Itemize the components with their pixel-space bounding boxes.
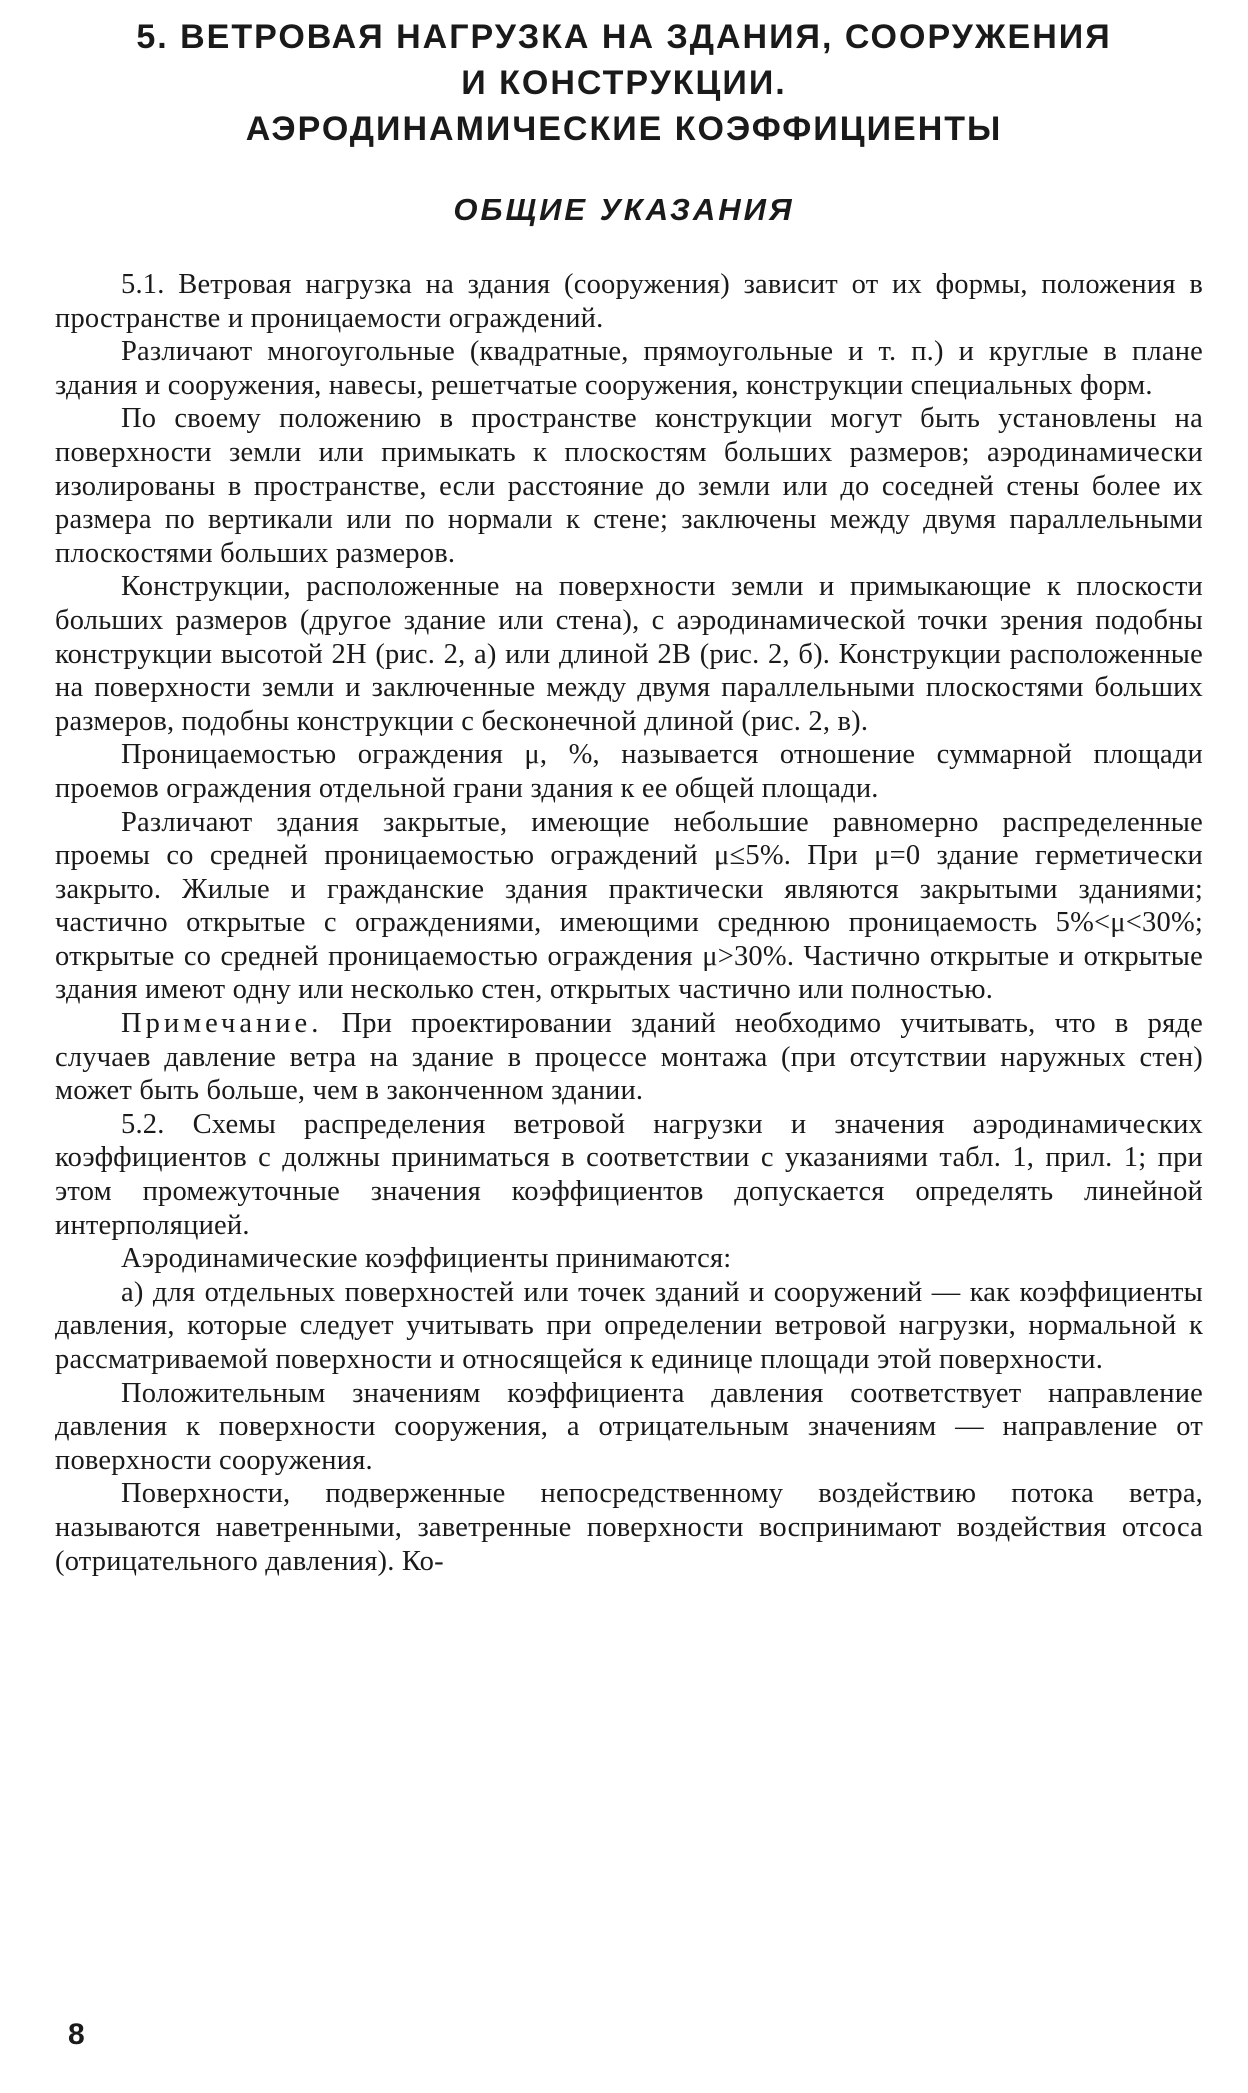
paragraph-permeability: Проницаемостью ограждения μ, %, называется отношение суммарной площади проемов ограждения отдельной грани здания к ее общей площади. — [55, 739, 1203, 804]
paragraph-building-closure: Различают здания закрытые, имеющие небольшие равномерно распределенные проемы со средней проницаемостью ограждений μ≤5%. При μ=0 здание герметически закрыто. Жилые и гражданские здания практически являются закрытыми зданиями; частично открытые с ограждениями, имеющими среднюю проницаемость 5%<μ<30%; открытые со средней проницаемостью ограждения μ>30%. Частично открытые и открытые здания имеют одну или несколько стен, открытых частично или полностью. — [55, 806, 1203, 1006]
paragraph-sign-convention: Положительным значениям коэффициента давления соответствует направление давления к поверхности сооружения, а отрицательным значениям — направление от поверхности сооружения. — [55, 1377, 1203, 1476]
paragraph-building-types: Различают многоугольные (квадратные, прямоугольные и т. п.) и круглые в плане здания и сооружения, навесы, решетчатые сооружения, конструкции специальных форм. — [55, 336, 1203, 401]
paragraph-5-1: 5.1. Ветровая нагрузка на здания (сооружения) зависит от их формы, положения в пространстве и проницаемости ограждений. — [55, 269, 1203, 334]
paragraph-windward: Поверхности, подверженные непосредственному воздействию потока ветра, называются наветренными, заветренные поверхности воспринимают воздействия отсоса (отрицательного давления). Ко- — [55, 1478, 1203, 1577]
chapter-title-line-3: АЭРОДИНАМИЧЕСКИЕ КОЭФФИЦИЕНТЫ — [245, 110, 1003, 148]
note-label: Примечание. — [121, 1008, 323, 1040]
chapter-title — [60, 14, 1188, 152]
paragraph-coefficients-intro: Аэродинамические коэффициенты принимаются: — [121, 1243, 732, 1275]
body-text — [55, 268, 1203, 1578]
paragraph-item-a: а) для отдельных поверхностей или точек зданий и сооружений — как коэффициенты давления, которые следует учитывать при определении ветровой нагрузки, нормальной к рассматриваемой поверхности и относящейся к единице площади этой поверхности. — [55, 1276, 1203, 1375]
chapter-title-line-2: И КОНСТРУКЦИИ. — [461, 64, 787, 102]
paragraph-similarity: Конструкции, расположенные на поверхности земли и примыкающие к плоскости больших размеров (другое здание или стена), с аэродинамической точки зрения подобны конструкции высотой 2H (рис. 2, а) или длиной 2B (рис. 2, б). Конструкции расположенные на поверхности земли и заключенные между двумя параллельными плоскостями больших размеров, подобны конструкции с бесконечной длиной (рис. 2, в). — [55, 571, 1203, 737]
page-number: 8 — [68, 2018, 85, 2051]
paragraph-5-2: 5.2. Схемы распределения ветровой нагрузки и значения аэродинамических коэффициентов c должны приниматься в соответствии с указаниями табл. 1, прил. 1; при этом промежуточные значения коэффициентов допускается определять линейной интерполяцией. — [55, 1108, 1203, 1241]
section-heading: ОБЩИЕ УКАЗАНИЯ — [453, 192, 795, 227]
note-text: При проектировании зданий необходимо учитывать, что в ряде случаев давление ветра на здание в процессе монтажа (при отсутствии наружных стен) может быть больше, чем в законченном здании. — [55, 1008, 1203, 1107]
paragraph-position: По своему положению в пространстве конструкции могут быть установлены на поверхности земли или примыкать к плоскостям больших размеров; аэродинамически изолированы в пространстве, если расстояние до земли или до соседней стены более их размера по вертикали или по нормали к стене; заключены между двумя параллельными плоскостями больших размеров. — [55, 403, 1203, 569]
chapter-title-line-1: 5. ВЕТРОВАЯ НАГРУЗКА НА ЗДАНИЯ, СООРУЖЕНИЯ — [136, 18, 1112, 56]
note-paragraph — [55, 1007, 1203, 1108]
